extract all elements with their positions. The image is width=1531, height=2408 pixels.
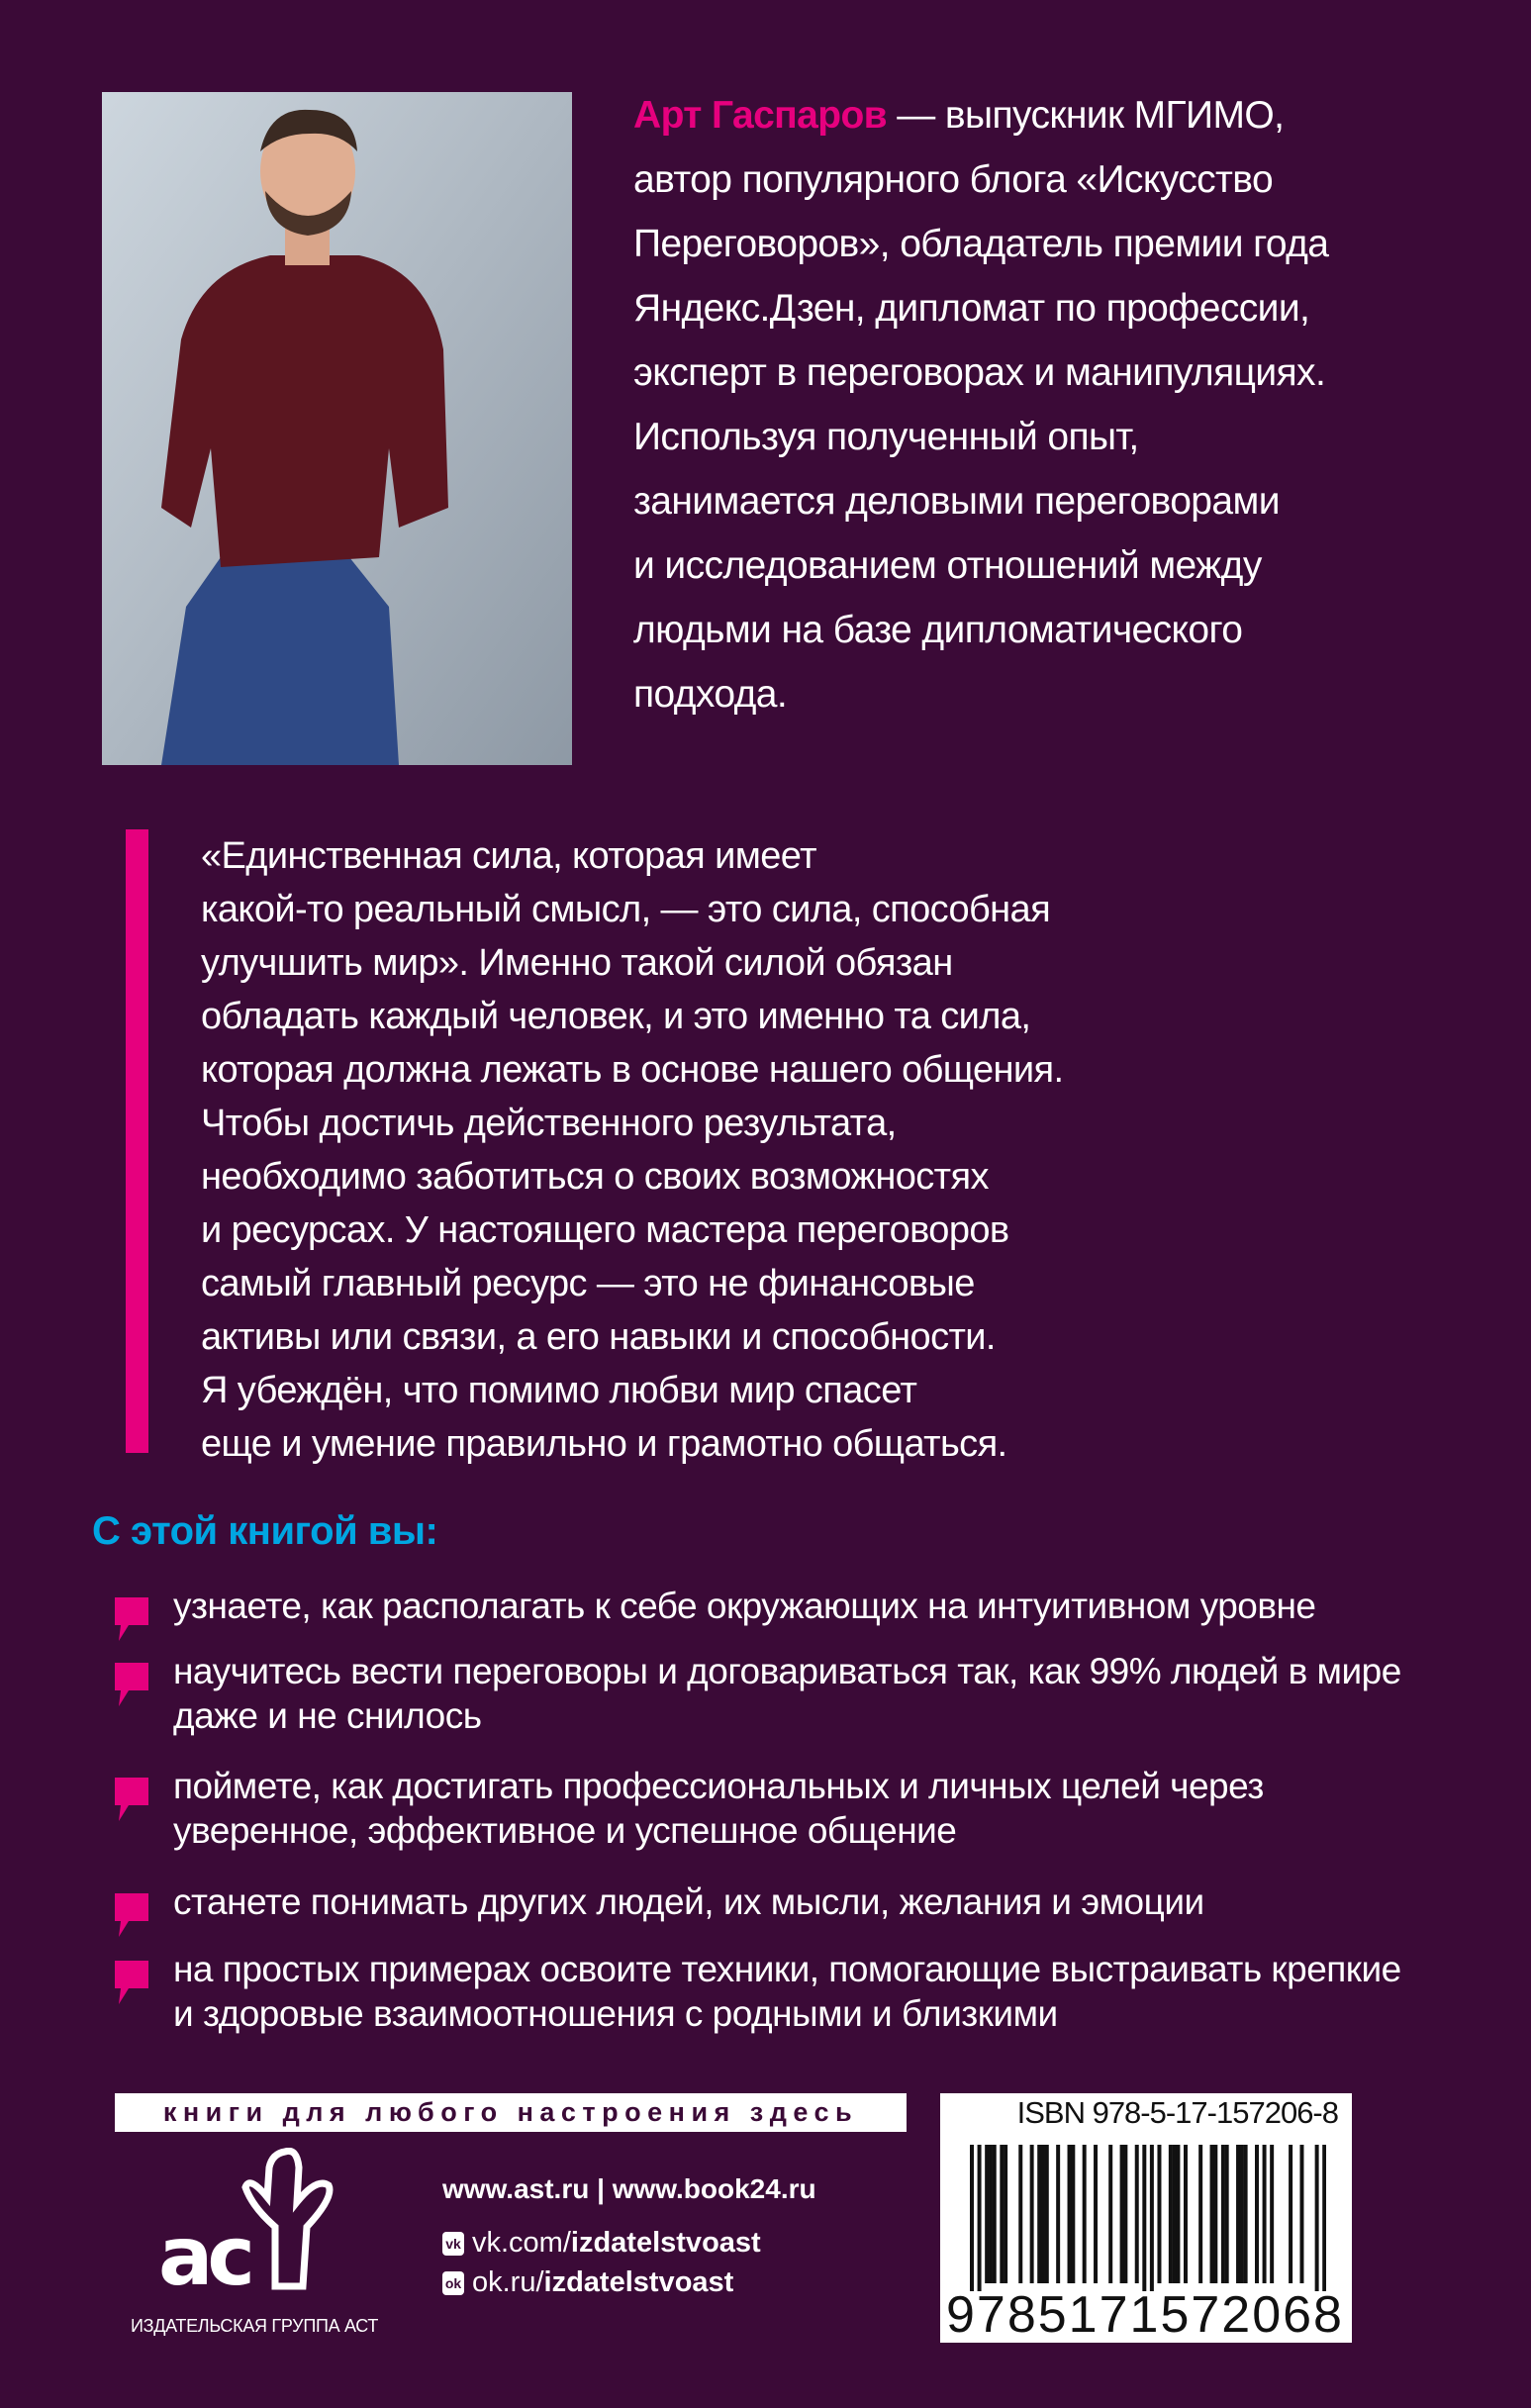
quote-bar: [126, 829, 148, 1453]
barcode-bar: [1198, 2145, 1202, 2283]
bio-line: автор популярного блога «Искусство: [633, 158, 1274, 201]
barcode-bar: [1184, 2145, 1188, 2283]
isbn-label: ISBN 978-5-17-157206-8: [1016, 2095, 1338, 2130]
barcode-bar: [978, 2145, 982, 2291]
barcode-bar: [1289, 2145, 1292, 2283]
barcode-bar: [1225, 2145, 1229, 2283]
benefit-text: узнаете, как располагать к себе окружающих на интуитивном уровне: [173, 1586, 1316, 1626]
barcode-bar: [1018, 2145, 1022, 2283]
svg-text:ac: ac: [158, 2210, 249, 2296]
benefits-title: С этой книгой вы:: [92, 1509, 438, 1553]
barcode-bar: [1322, 2145, 1326, 2291]
bio-line: — выпускник МГИМО,: [887, 94, 1285, 137]
ast-logo: [158, 2148, 366, 2296]
author-quote: «Единственная сила, которая имеет какой-то реальный смысл, — это сила, способная улучшить мир». Именно такой силой обязан обладать каждый человек, и это именно та сила, которая должна лежать в основе нашего общения. Чтобы достичь действенного результата, необходимо заботиться о своих возможностях и ресурсах. У настоящего мастера переговоров самый главный ресурс — это не финансовые активы или связи, а его навыки и способности. Я убеждён, что помимо любви мир спасет еще и умение правильно и грамотно общаться.: [201, 835, 1064, 1465]
barcode-bar: [1123, 2145, 1127, 2283]
barcode-bar: [985, 2145, 989, 2283]
slogan-strip: книги для любого настроения здесь: [115, 2093, 907, 2132]
barcode-bar: [1210, 2145, 1214, 2283]
benefit-text: поймете, как достигать профессиональных и личных целей через уверенное, эффективное и успешное общение: [173, 1766, 1264, 1851]
barcode-bar: [1150, 2145, 1154, 2291]
speech-bubble-icon: [115, 1663, 148, 1706]
barcode-bar: [1240, 2145, 1244, 2283]
barcode-bar: [1120, 2145, 1124, 2283]
bio-line: людьми на базе дипломатического: [633, 609, 1243, 651]
barcode-bar: [1094, 2145, 1098, 2283]
publisher-name: ИЗДАТЕЛЬСКАЯ ГРУППА АСТ: [131, 2316, 379, 2336]
barcode-bar: [1056, 2145, 1060, 2283]
barcode-bar: [1244, 2145, 1248, 2283]
author-bio: [633, 83, 1504, 726]
author-name: Арт Гаспаров: [633, 94, 888, 137]
barcode-bar: [1173, 2145, 1177, 2283]
barcode-bar: [1263, 2145, 1267, 2283]
bio-line: Переговоров», обладатель премии года: [633, 223, 1329, 265]
barcode-bar: [1176, 2145, 1180, 2283]
vk-prefix: vk.com/: [472, 2227, 571, 2259]
barcode-bar: [1255, 2145, 1259, 2283]
barcode-bar: [1221, 2145, 1225, 2283]
barcode-bar: [1142, 2145, 1146, 2291]
ean-digits: 9785171572068: [946, 2286, 1344, 2344]
bio-line: эксперт в переговорах и манипуляциях.: [633, 351, 1326, 394]
barcode-bar: [1135, 2145, 1139, 2283]
barcode-bar: [1004, 2145, 1007, 2283]
author-photo: [102, 92, 572, 765]
barcode-bar: [1157, 2145, 1161, 2283]
barcode-bar: [1108, 2145, 1112, 2283]
barcode: [940, 2093, 1352, 2343]
ok-link[interactable]: [442, 2266, 733, 2299]
benefit-text: научитесь вести переговоры и договариваться так, как 99% людей в мире даже и не снилось: [173, 1651, 1401, 1736]
bio-line: Яндекс.Дзен, дипломат по профессии,: [633, 287, 1310, 330]
bio-line: и исследованием отношений между: [633, 544, 1262, 587]
barcode-bar: [1083, 2145, 1087, 2283]
speech-bubble-icon: [115, 1778, 148, 1821]
barcode-bar: [1169, 2145, 1173, 2283]
barcode-bar: [1071, 2145, 1075, 2283]
barcode-bar: [1236, 2145, 1240, 2283]
barcode-bar: [1045, 2145, 1049, 2283]
barcode-bar: [1068, 2145, 1072, 2283]
bio-line: подхода.: [633, 673, 788, 716]
barcode-bars: [970, 2145, 1326, 2291]
barcode-bar: [1041, 2145, 1045, 2283]
barcode-bar: [1299, 2145, 1303, 2283]
benefit-text: станете понимать других людей, их мысли, желания и эмоции: [173, 1881, 1204, 1922]
barcode-bar: [1037, 2145, 1041, 2283]
vk-handle: izdatelstvoast: [570, 2227, 761, 2259]
barcode-bar: [1270, 2145, 1274, 2283]
barcode-bar: [1213, 2145, 1217, 2283]
ok-icon: ok: [442, 2271, 464, 2295]
barcode-bar: [993, 2145, 997, 2283]
speech-bubble-icon: [115, 1961, 148, 2004]
bio-line: занимается деловыми переговорами: [633, 480, 1280, 523]
barcode-bar: [989, 2145, 993, 2283]
ok-prefix: ok.ru/: [472, 2266, 544, 2298]
vk-link[interactable]: [442, 2227, 761, 2260]
benefit-text: на простых примерах освоите техники, помогающие выстраивать крепкие и здоровые взаимоотношения с родными и близкими: [173, 1949, 1401, 2034]
ok-handle: izdatelstvoast: [543, 2266, 734, 2298]
vk-icon: vk: [442, 2232, 464, 2256]
barcode-bar: [1315, 2145, 1319, 2291]
publisher-sites-link[interactable]: www.ast.ru | www.book24.ru: [442, 2173, 816, 2204]
barcode-bar: [970, 2145, 974, 2291]
bio-line: Используя полученный опыт,: [633, 416, 1139, 458]
barcode-bar: [1030, 2145, 1034, 2283]
speech-bubble-icon: [115, 1597, 148, 1641]
barcode-bar: [1000, 2145, 1004, 2283]
speech-bubble-icon: [115, 1893, 148, 1937]
